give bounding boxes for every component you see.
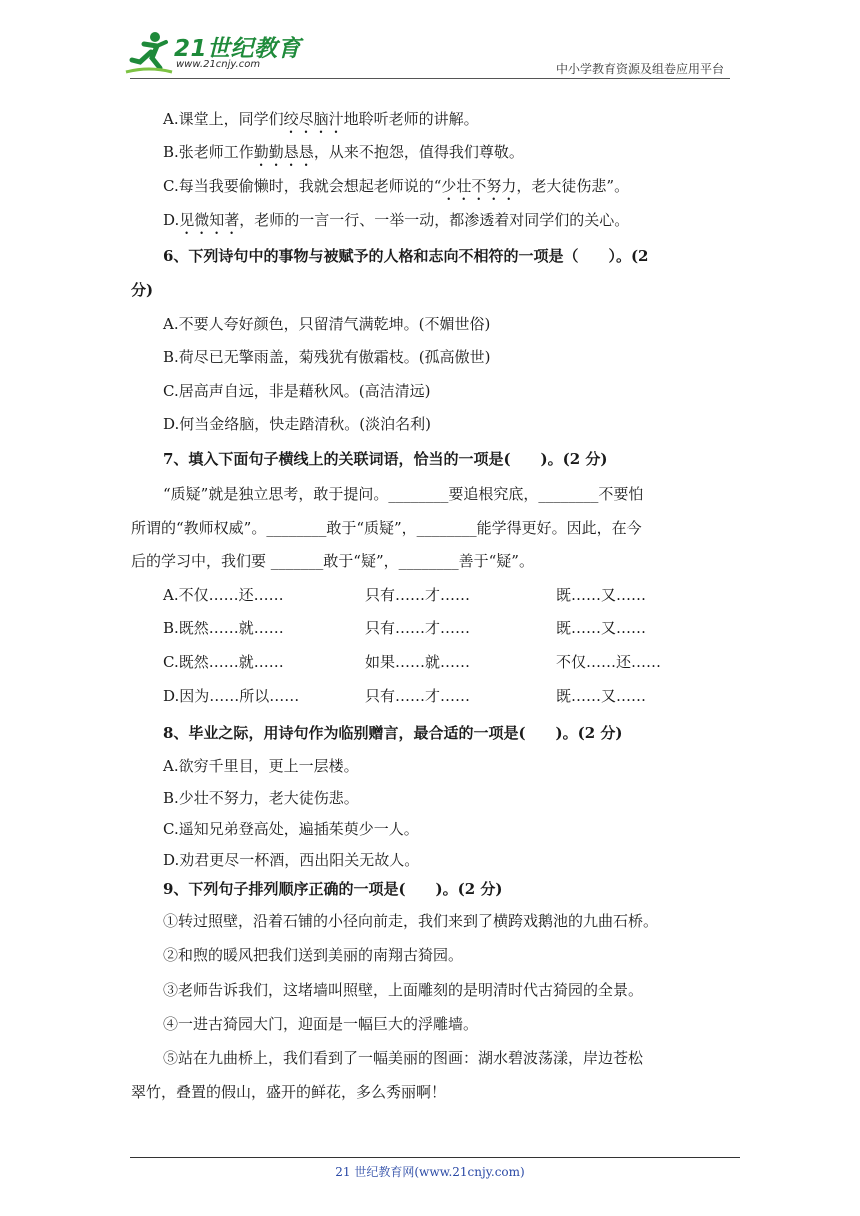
question-7-passage-line: 所谓的“教师权威”。________敢于“质疑”，________能学得更好。因此，在今 (131, 519, 642, 537)
option-5b: B.张老师工作勤勤恳恳，从来不抱怨，值得我们尊敬。 (163, 143, 524, 161)
question-7-passage-line: “质疑”就是独立思考，敢于提问。________要追根究底，________不要怕 (163, 485, 644, 503)
option-cell: B.既然……就…… (163, 619, 284, 637)
option-8b: B.少壮不努力，老大徒伤悲。 (163, 789, 359, 807)
question-6-stem-cont: 分) (131, 281, 154, 299)
option-8a: A.欲穷千里目，更上一层楼。 (163, 757, 359, 775)
emphasized-term: 勤勤恳恳 (253, 143, 314, 161)
option-6c: C.居高声自远，非是藉秋风。(高洁清远) (163, 382, 431, 400)
option-8c: C.遥知兄弟登高处，遍插茱萸少一人。 (163, 820, 419, 838)
footer-link[interactable]: 21 世纪教育网(www.21cnjy.com) (335, 1165, 525, 1179)
question-7-passage-line: 后的学习中，我们要 _______敢于“疑”，________善于“疑”。 (131, 552, 534, 570)
option-6a: A.不要人夸好颜色，只留清气满乾坤。(不媚世俗) (163, 315, 491, 333)
option-8d: D.劝君更尽一杯酒，西出阳关无故人。 (163, 851, 420, 869)
logo-text: 21世纪教育 (174, 36, 302, 62)
option-cell: 只有……才…… (365, 619, 471, 637)
sentence-4: ④一进古猗园大门，迎面是一幅巨大的浮雕墙。 (163, 1015, 479, 1033)
option-cell: 既……又…… (556, 687, 647, 705)
sentence-3: ③老师告诉我们，这堵墙叫照壁，上面雕刻的是明清时代古猗园的全景。 (163, 981, 644, 999)
emphasized-term: 绞尽脑汁 (283, 110, 344, 128)
question-6-stem: 6、下列诗句中的事物与被赋予的人格和志向不相符的一项是（ ）。(2 (163, 247, 649, 265)
site-logo[interactable] (124, 28, 302, 78)
question-8-stem: 8、毕业之际，用诗句作为临别赠言，最合适的一项是( )。(2 分) (163, 724, 623, 742)
logo-url: www.21cnjy.com (176, 59, 261, 70)
option-cell: 只有……才…… (365, 687, 471, 705)
option-6b: B.荷尽已无擎雨盖，菊残犹有傲霜枝。(孤高傲世) (163, 348, 491, 366)
emphasized-term: 少壮不努力 (441, 177, 517, 195)
page-header (0, 0, 860, 82)
option-5c: C.每当我要偷懒时，我就会想起老师说的“少壮不努力，老大徒伤悲”。 (163, 177, 630, 195)
option-cell: D.因为……所以…… (163, 687, 300, 705)
question-7-stem: 7、填入下面句子横线上的关联词语，恰当的一项是( )。(2 分) (163, 450, 608, 468)
question-9-stem: 9、下列句子排列顺序正确的一项是( )。(2 分) (163, 880, 503, 898)
option-cell: 如果……就…… (365, 653, 471, 671)
sentence-2: ②和煦的暖风把我们送到美丽的南翔古猗园。 (163, 946, 464, 964)
platform-name: 中小学教育资源及组卷应用平台 (555, 62, 724, 76)
sentence-5-cont: 翠竹，叠置的假山，盛开的鲜花，多么秀丽啊！ (131, 1083, 447, 1101)
option-6d: D.何当金络脑，快走踏清秋。(淡泊名利) (163, 415, 431, 433)
header-divider (130, 78, 730, 79)
option-cell: 既……又…… (556, 619, 647, 637)
option-cell: 不仅……还…… (556, 653, 662, 671)
runner-icon (124, 28, 174, 78)
emphasized-term: 见微知著 (179, 211, 240, 229)
option-cell: 既……又…… (556, 586, 647, 604)
sentence-5: ⑤站在九曲桥上，我们看到了一幅美丽的图画：湖水碧波荡漾，岸边苍松 (163, 1049, 644, 1067)
option-cell: 只有……才…… (365, 586, 471, 604)
sentence-1: ①转过照壁，沿着石铺的小径向前走，我们来到了横跨戏鹅池的九曲石桥。 (163, 912, 659, 930)
option-5a: A.课堂上，同学们绞尽脑汁地聆听老师的讲解。 (163, 110, 479, 128)
option-5d: D.见微知著，老师的一言一行、一举一动，都渗透着对同学们的关心。 (163, 211, 630, 229)
footer-divider (130, 1157, 740, 1158)
option-cell: C.既然……就…… (163, 653, 284, 671)
option-cell: A.不仅……还…… (163, 586, 284, 604)
